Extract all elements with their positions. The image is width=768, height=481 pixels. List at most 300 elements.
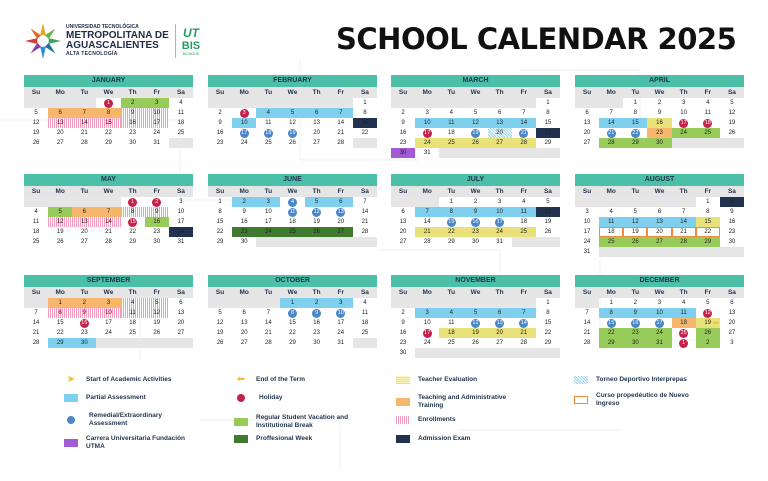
legend-label: Partial Assessment (86, 394, 146, 401)
day-number: 26 (704, 330, 712, 336)
day-cell (512, 197, 536, 207)
day-cell (48, 308, 72, 318)
day-number: 23 (81, 330, 88, 336)
weekday-label: Sa (360, 89, 369, 96)
week-row (391, 328, 560, 338)
day-cell (391, 118, 415, 128)
day-number: 13 (240, 320, 248, 326)
day-cell (121, 197, 145, 207)
day-number: 5 (546, 199, 550, 205)
day-cell (256, 227, 280, 237)
weekday-label: Mo (422, 188, 432, 195)
legend-label: Admission Exam (418, 435, 471, 442)
day-number: 4 (522, 199, 526, 205)
day-cell (720, 227, 744, 237)
day-cell (599, 318, 623, 328)
day-number: 20 (56, 130, 64, 136)
day-cell (232, 318, 256, 328)
day-number: 6 (585, 110, 589, 116)
day-number: 7 (681, 209, 686, 215)
day-number: 31 (337, 340, 345, 346)
month-september (24, 275, 193, 348)
week-row (391, 348, 560, 358)
day-cell (672, 308, 696, 318)
day-number: 1 (546, 300, 550, 306)
day-cell (647, 338, 671, 348)
week-row (208, 128, 377, 138)
bis-logo (182, 26, 200, 56)
holiday-dot: 16 (81, 320, 88, 326)
empty-day-cell (305, 98, 329, 108)
day-number: 15 (289, 320, 296, 326)
day-cell (463, 237, 487, 247)
day-cell (232, 227, 256, 237)
empty-day-cell (96, 197, 120, 207)
empty-day-cell (512, 237, 536, 247)
day-number: 3 (730, 340, 734, 346)
day-number: 10 (153, 110, 161, 116)
weekday-label: Tu (80, 188, 89, 195)
empty-day-cell (415, 98, 439, 108)
legend-label: Teaching and Administrative Training (418, 394, 507, 410)
day-number: 20 (496, 330, 503, 336)
holiday-dot: 1 (679, 339, 688, 348)
weekday-label: Sa (176, 188, 185, 195)
day-cell (512, 128, 536, 138)
day-cell (208, 227, 232, 237)
legend-item-pa (64, 394, 146, 402)
day-number: 7 (82, 110, 87, 116)
day-number: 21 (81, 130, 88, 136)
day-cell (463, 197, 487, 207)
day-cell (24, 338, 48, 348)
day-number: 15 (632, 120, 639, 126)
day-number: 6 (497, 110, 502, 116)
day-number: 22 (544, 330, 552, 336)
week-row (24, 227, 193, 237)
day-cell (121, 138, 145, 148)
weekday-label: Su (398, 188, 408, 195)
day-cell (305, 197, 329, 207)
day-cell (439, 207, 463, 217)
weekday-label: Th (495, 188, 504, 195)
day-cell (439, 138, 463, 148)
day-number: 16 (216, 130, 224, 136)
day-number: 5 (290, 110, 295, 116)
day-number: 26 (32, 140, 40, 146)
day-number: 9 (401, 120, 405, 126)
week-row (24, 98, 193, 108)
weekday-label: We (287, 188, 298, 195)
empty-day-cell (512, 298, 536, 308)
day-cell (439, 217, 463, 227)
day-cell (208, 207, 232, 217)
legend-item-vb (234, 414, 366, 430)
day-number: 22 (129, 229, 136, 235)
weekday-label: Tu (264, 89, 273, 96)
holiday-dot: 17 (680, 120, 687, 126)
weekday-label: Sa (543, 188, 552, 195)
day-cell (329, 138, 353, 148)
day-cell (256, 118, 280, 128)
weekday-label: Tu (631, 188, 640, 195)
empty-day-cell (232, 298, 256, 308)
day-cell (623, 138, 647, 148)
empty-day-cell (24, 197, 48, 207)
day-cell (415, 328, 439, 338)
weekday-label: Mo (239, 289, 249, 296)
day-cell (488, 217, 512, 227)
day-number: 7 (339, 110, 343, 116)
day-cell (256, 138, 280, 148)
holiday-dot: 12 (704, 310, 711, 316)
day-number: 22 (105, 130, 112, 136)
day-number: 30 (472, 239, 479, 245)
day-number: 14 (520, 120, 528, 126)
day-cell (575, 207, 599, 217)
day-cell (353, 328, 377, 338)
day-number: 3 (266, 199, 271, 205)
day-number: 15 (361, 120, 369, 126)
day-cell (720, 98, 744, 108)
weekday-label: Tu (80, 89, 89, 96)
week-row (208, 237, 377, 247)
remedial-dot: 11 (289, 209, 296, 215)
day-cell (599, 338, 623, 348)
day-cell (696, 108, 720, 118)
remedial-dot: 9 (312, 309, 321, 318)
day-cell (575, 118, 599, 128)
day-number: 12 (632, 219, 639, 225)
month-june (208, 174, 377, 247)
week-row (575, 138, 744, 148)
day-number: 27 (583, 140, 591, 146)
day-cell (536, 308, 560, 318)
day-cell (48, 237, 72, 247)
day-number: 23 (632, 330, 639, 336)
day-number: 15 (56, 320, 64, 326)
day-cell (208, 108, 232, 118)
holiday-dot: 2 (152, 198, 161, 207)
weekday-label: Fr (520, 188, 528, 195)
day-cell (24, 217, 48, 227)
week-row (208, 298, 377, 308)
day-number: 21 (520, 330, 528, 336)
weekday-label: Fr (153, 188, 161, 195)
day-cell (512, 318, 536, 328)
remedial-dot: 13 (496, 320, 503, 326)
day-cell (463, 217, 487, 227)
month-august (575, 174, 744, 257)
day-number: 16 (240, 219, 248, 225)
day-number: 25 (448, 140, 455, 146)
day-cell (439, 197, 463, 207)
empty-day-cell (48, 197, 72, 207)
legend-label: Proffesional Week (256, 435, 313, 442)
empty-day-cell (463, 98, 487, 108)
day-cell (599, 308, 623, 318)
day-cell (280, 128, 304, 138)
day-cell (647, 128, 671, 138)
day-number: 25 (289, 229, 296, 235)
day-number: 30 (399, 150, 407, 156)
day-cell (145, 138, 169, 148)
day-cell (232, 138, 256, 148)
day-cell (145, 298, 169, 308)
day-cell (208, 138, 232, 148)
remedial-dot: 15 (448, 219, 455, 225)
day-number: 7 (266, 310, 271, 316)
day-number: 21 (423, 229, 431, 235)
remedial-dot: 10 (337, 310, 344, 316)
day-number: 28 (81, 140, 88, 146)
week-row (575, 108, 744, 118)
empty-day-cell (72, 98, 96, 108)
day-cell (24, 118, 48, 128)
week-row (24, 237, 193, 247)
day-cell (329, 318, 353, 328)
weekday-label: Th (679, 289, 688, 296)
weekday-label: Mo (55, 289, 65, 296)
day-number: 24 (423, 340, 431, 346)
logo-line4: ALTA TECNOLOGÍA (66, 50, 118, 57)
weekday-header (391, 287, 560, 298)
day-number: 10 (240, 120, 248, 126)
day-cell (145, 118, 169, 128)
day-cell (232, 308, 256, 318)
day-cell (256, 197, 280, 207)
day-cell (696, 118, 720, 128)
week-row (575, 128, 744, 138)
day-cell (256, 128, 280, 138)
empty-day-cell (536, 148, 560, 158)
day-number: 9 (130, 110, 135, 116)
day-cell (232, 108, 256, 118)
weekday-label: Th (679, 89, 688, 96)
day-number: 24 (240, 140, 248, 146)
day-cell (72, 338, 96, 348)
day-cell (24, 128, 48, 138)
day-cell (536, 217, 560, 227)
empty-day-cell (488, 298, 512, 308)
day-cell (305, 138, 329, 148)
legend-item-cu (64, 435, 196, 451)
legend-label: End of the Term (256, 376, 305, 383)
day-number: 26 (544, 229, 552, 235)
day-cell (72, 128, 96, 138)
day-number: 23 (153, 229, 161, 235)
day-cell (96, 308, 120, 318)
day-cell (391, 138, 415, 148)
day-number: 6 (82, 209, 87, 215)
day-number: 4 (609, 209, 613, 215)
day-number: 11 (361, 310, 369, 316)
day-cell (145, 197, 169, 207)
week-row (208, 338, 377, 348)
day-cell (169, 197, 193, 207)
weekday-label: Th (312, 89, 321, 96)
end-arrow-icon: ⬅ (712, 320, 719, 327)
day-cell (305, 108, 329, 118)
empty-day-cell (647, 247, 671, 257)
month-title: JUNE (208, 174, 377, 186)
weekday-label: Su (582, 188, 592, 195)
day-number: 20 (728, 320, 736, 326)
empty-day-cell (623, 197, 647, 207)
day-cell (696, 338, 720, 348)
day-cell (599, 138, 623, 148)
month-title: JANUARY (24, 75, 193, 87)
day-cell (599, 108, 623, 118)
holiday-dot: 18 (704, 120, 711, 126)
day-number: 6 (497, 310, 502, 316)
day-cell (720, 338, 744, 348)
day-cell (72, 207, 96, 217)
day-cell (145, 227, 169, 237)
day-number: 10 (423, 320, 431, 326)
empty-day-cell (256, 237, 280, 247)
day-cell (232, 207, 256, 217)
weekday-label: Th (679, 188, 688, 195)
week-row (391, 308, 560, 318)
empty-day-cell (696, 247, 720, 257)
day-cell (208, 118, 232, 128)
empty-day-cell (145, 338, 169, 348)
day-number: 2 (730, 199, 734, 205)
day-number: 20 (496, 130, 503, 136)
day-cell (599, 227, 623, 237)
day-number: 7 (522, 310, 526, 316)
day-cell (391, 227, 415, 237)
day-number: 5 (473, 310, 478, 316)
day-number: 25 (32, 239, 40, 245)
day-number: 10 (423, 120, 431, 126)
day-cell (145, 207, 169, 217)
weekday-label: Fr (337, 188, 345, 195)
legend-label: Regular Student Vacation and Institutional Break (256, 414, 349, 430)
day-cell (623, 298, 647, 308)
day-cell (72, 308, 96, 318)
day-cell (696, 328, 720, 338)
legend-item-en (396, 416, 456, 424)
week-row (391, 138, 560, 148)
day-cell (232, 328, 256, 338)
day-cell (696, 128, 720, 138)
week-row (575, 247, 744, 257)
day-number: 24 (423, 140, 431, 146)
weekday-label: We (654, 289, 665, 296)
day-number: 17 (105, 320, 112, 326)
day-cell (145, 328, 169, 338)
legend-swatch (396, 398, 410, 406)
day-number: 31 (496, 239, 503, 245)
day-number: 1 (363, 100, 367, 106)
day-number: 18 (177, 120, 185, 126)
day-cell (512, 118, 536, 128)
remedial-dot: 15 (608, 320, 615, 326)
day-cell (145, 217, 169, 227)
remedial-dot: 18 (265, 130, 272, 136)
day-number: 27 (337, 229, 345, 235)
weekday-label: Sa (543, 289, 552, 296)
day-cell (575, 217, 599, 227)
day-cell (280, 108, 304, 118)
day-cell (48, 328, 72, 338)
day-number: 9 (82, 310, 87, 316)
day-cell (305, 318, 329, 328)
day-cell (599, 237, 623, 247)
day-cell (415, 118, 439, 128)
holiday-dot: 1 (104, 99, 113, 108)
day-cell (415, 207, 439, 217)
day-cell (305, 298, 329, 308)
day-cell (280, 308, 304, 318)
day-cell (169, 108, 193, 118)
day-cell (121, 328, 145, 338)
legend-swatch (396, 416, 410, 424)
day-number: 16 (399, 130, 407, 136)
day-number: 21 (680, 229, 687, 235)
remedial-dot: 14 (520, 320, 527, 326)
week-row (24, 217, 193, 227)
day-cell (329, 308, 353, 318)
empty-day-cell (391, 298, 415, 308)
day-cell (391, 207, 415, 217)
day-cell (623, 118, 647, 128)
day-number: 8 (546, 110, 550, 116)
day-number: 6 (314, 110, 319, 116)
day-cell (415, 128, 439, 138)
day-number: 12 (216, 320, 224, 326)
day-cell (353, 298, 377, 308)
week-row (24, 118, 193, 128)
day-number: 3 (497, 199, 502, 205)
day-number: 22 (361, 130, 369, 136)
weekday-label: Fr (704, 289, 712, 296)
day-number: 24 (105, 330, 112, 336)
empty-day-cell (121, 338, 145, 348)
day-number: 20 (656, 229, 663, 235)
month-may (24, 174, 193, 247)
day-cell (329, 108, 353, 118)
day-number: 28 (607, 140, 615, 146)
empty-day-cell (391, 197, 415, 207)
day-cell (391, 217, 415, 227)
day-cell (232, 217, 256, 227)
day-number: 16 (399, 330, 407, 336)
week-row (575, 237, 744, 247)
weekday-header (391, 186, 560, 197)
day-cell (280, 328, 304, 338)
day-cell (329, 197, 353, 207)
month-title: AUGUST (575, 174, 744, 186)
weekday-header (208, 87, 377, 98)
day-number: 3 (585, 209, 589, 215)
weekday-label: Fr (337, 289, 345, 296)
day-number: 7 (585, 310, 589, 316)
day-number: 13 (496, 120, 503, 126)
day-cell (353, 118, 377, 128)
day-number: 24 (496, 229, 503, 235)
day-number: 8 (106, 110, 111, 116)
day-number: 16 (656, 120, 663, 126)
remedial-dot: 16 (472, 219, 479, 225)
week-row (24, 128, 193, 138)
day-cell (48, 207, 72, 217)
day-number: 3 (179, 199, 183, 205)
weekday-label: Su (582, 289, 592, 296)
day-cell (391, 318, 415, 328)
